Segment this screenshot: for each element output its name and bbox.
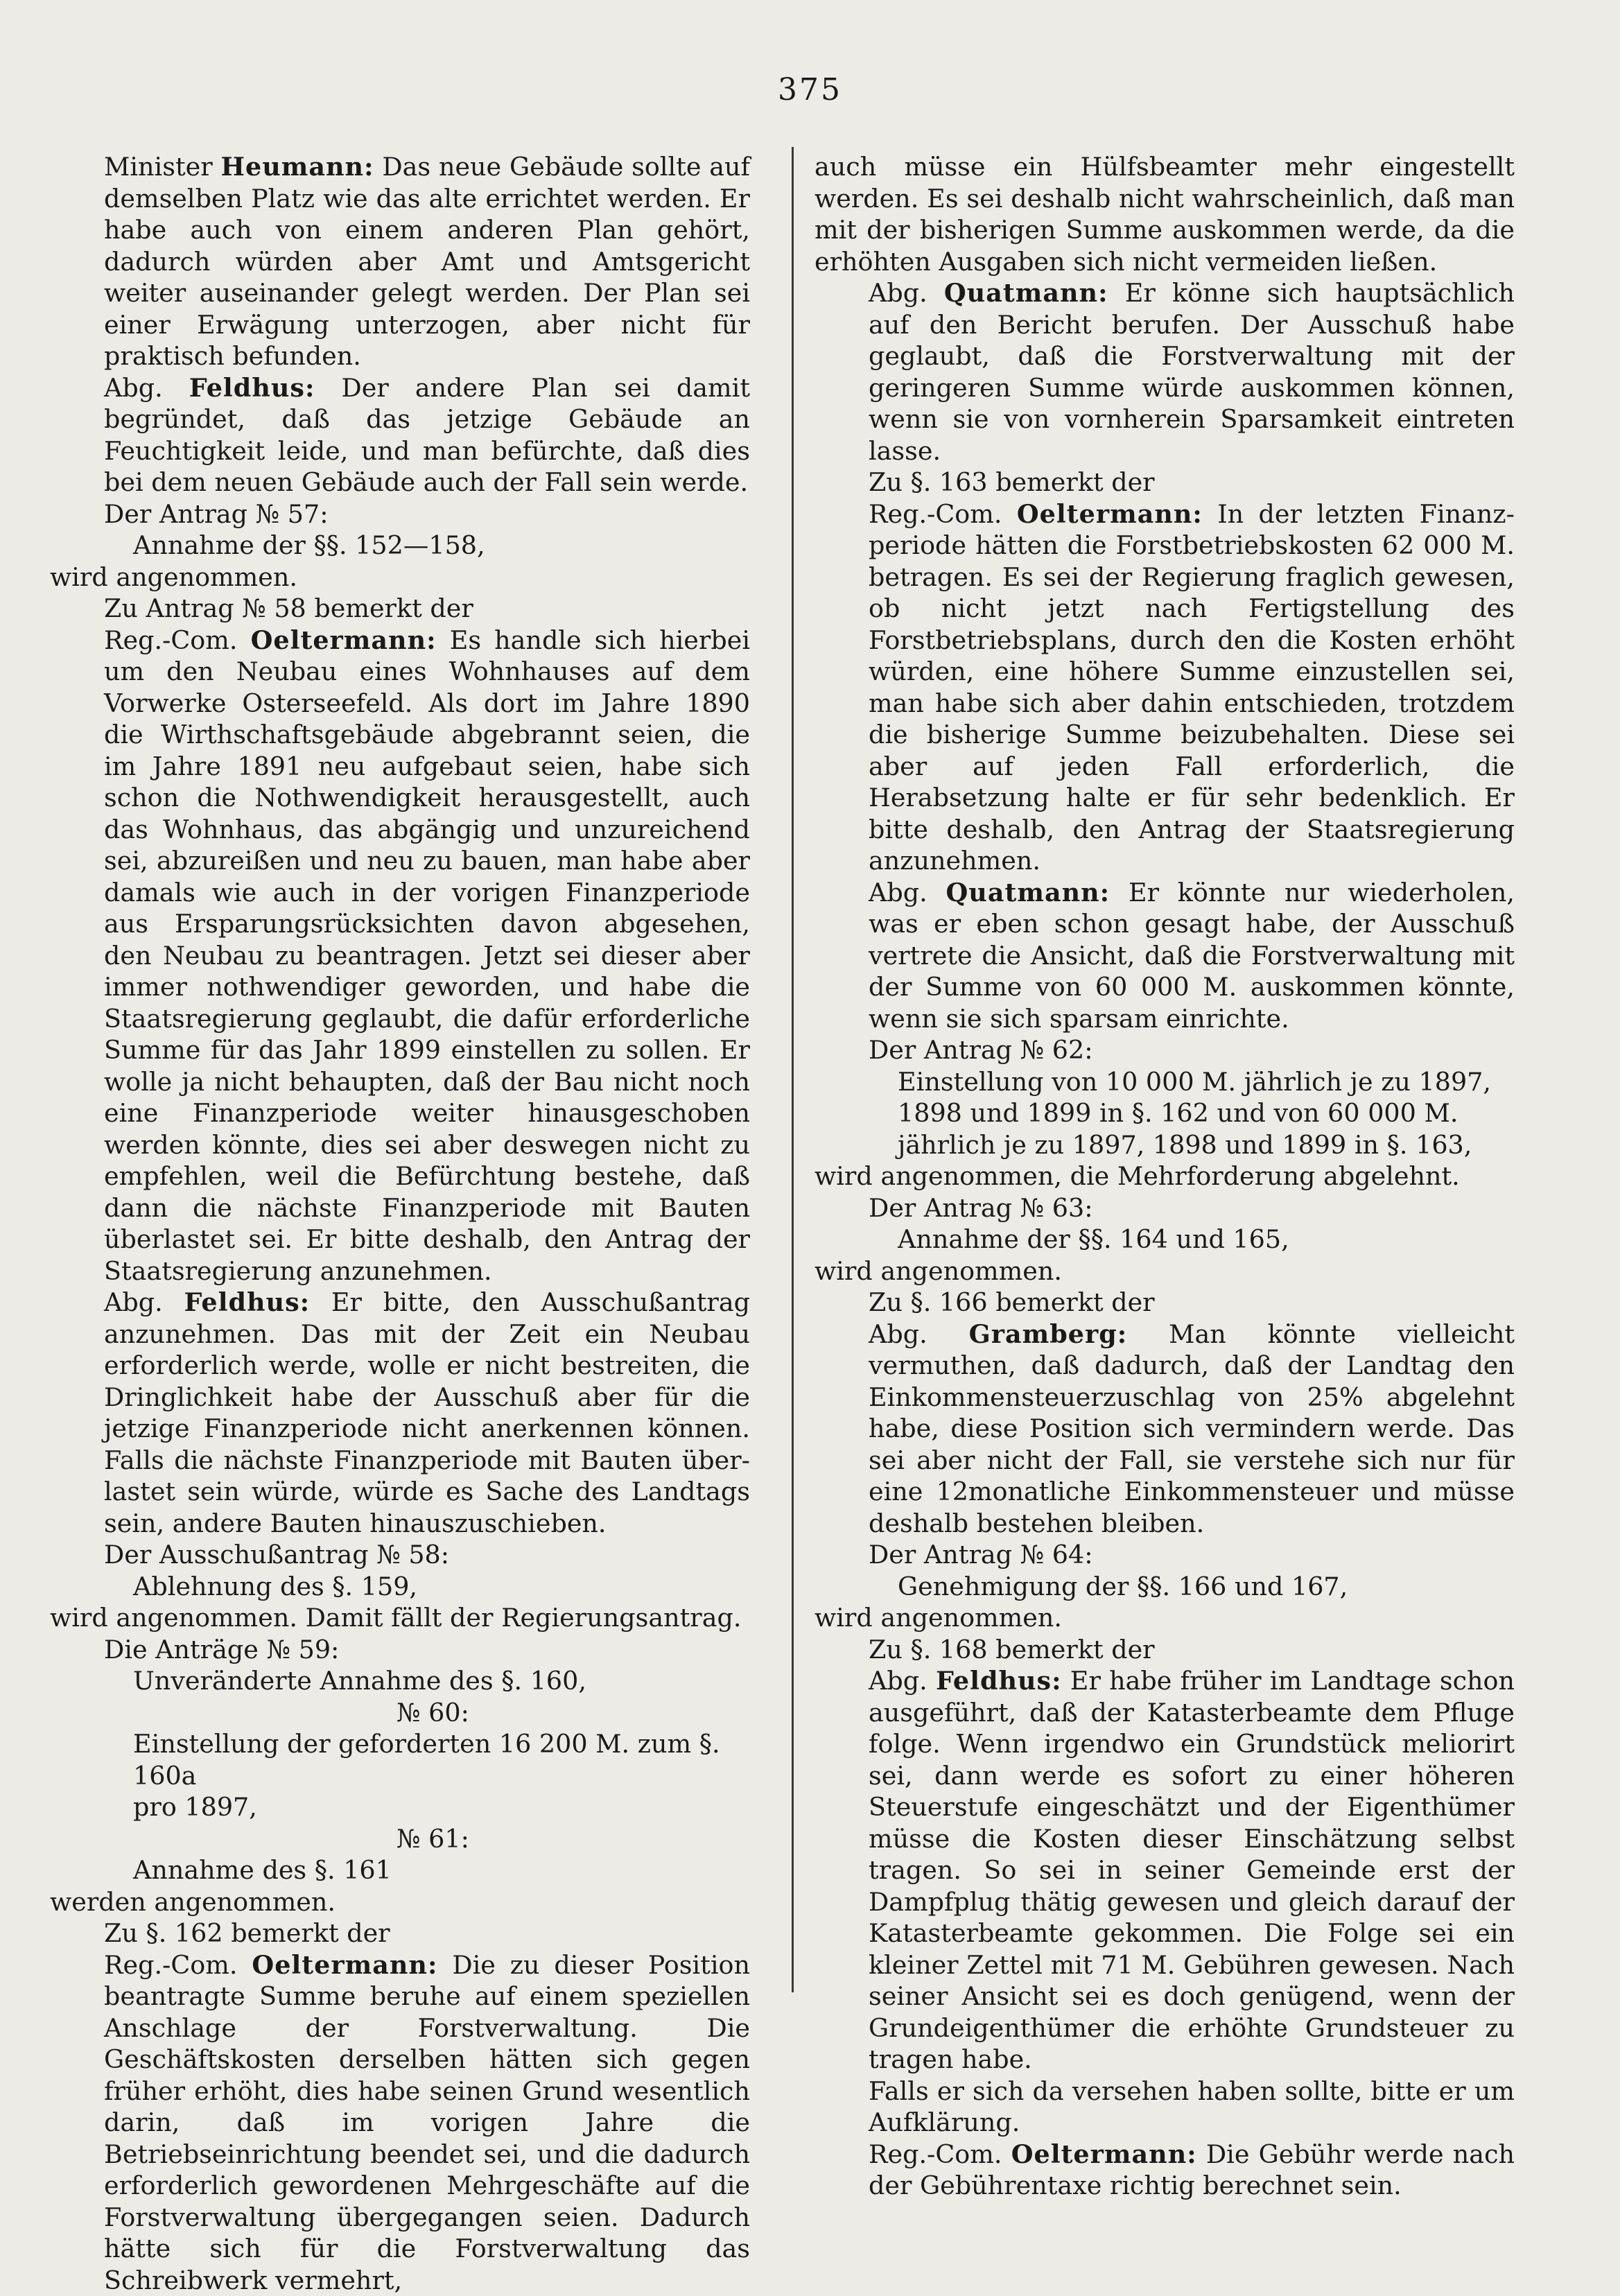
text-line: Zu §. 166 bemerkt der — [815, 1287, 1515, 1319]
text-line: wird angenommen. — [815, 1602, 1515, 1634]
speaker-name: Oeltermann: — [251, 625, 437, 655]
speaker-role: Reg.-Com. — [104, 1950, 238, 1980]
text-line: Der Antrag № 63: — [815, 1192, 1515, 1224]
speech-paragraph — [815, 498, 1515, 877]
text-line: Ablehnung des §. 159, — [50, 1571, 750, 1603]
text-line: werden angenommen. — [50, 1886, 750, 1918]
speech-text: Er bitte, den Ausschußantrag anzunehmen. Das mit der Zeit ein Neubau erforderlich werde, wolle er nicht bestreiten, die Dringlichkeit habe der Ausschuß aber für die jetzige Finanzperiode nicht anerkennen können. Falls die nächste Finanzperiode mit Bauten überlastet sein würde, würde es Sache des Landtags sein, andere Bauten hinauszuschieben. — [104, 1287, 750, 1538]
continued-paragraph: auch müsse ein Hülfsbeamter mehr eingestellt werden. Es sei deshalb nicht wahrscheinlich, daß man mit der bisherigen Summe auskommen werde, da die erhöhten Ausgaben sich nicht vermeiden ließen. — [815, 151, 1515, 277]
speaker-name: Feldhus: — [189, 373, 315, 403]
text-line: Einstellung von 10 000 M. jährlich je zu 1897, — [815, 1066, 1515, 1098]
speech-text: Die Gebühr werde nach der Gebührentaxe richtig berechnet sein. — [869, 2139, 1515, 2201]
speech-paragraph — [50, 372, 750, 498]
page-number: 375 — [0, 72, 1620, 107]
text-line: Genehmigung der §§. 166 und 167, — [815, 1571, 1515, 1603]
speech-paragraph — [815, 2139, 1515, 2202]
text-line: № 61: — [50, 1823, 750, 1855]
text-line: Der Antrag № 64: — [815, 1539, 1515, 1571]
speaker-name: Heumann: — [221, 152, 374, 182]
right-column — [815, 151, 1515, 2202]
text-line: № 60: — [50, 1697, 750, 1729]
text-line: pro 1897, — [50, 1791, 750, 1823]
speaker-name: Gramberg: — [969, 1319, 1128, 1349]
speech-paragraph — [50, 151, 750, 372]
text-line: wird angenommen. Damit fällt der Regierungsantrag. — [50, 1602, 750, 1634]
speaker-name: Quatmann: — [946, 878, 1110, 907]
text-line: Annahme der §§. 164 und 165, — [815, 1224, 1515, 1255]
text-line: Einstellung der geforderten 16 200 M. zum §. 160a — [50, 1728, 750, 1791]
left-column — [50, 151, 750, 2296]
speaker-role: Abg. — [869, 1666, 927, 1696]
column-divider — [792, 147, 794, 1992]
speaker-role: Reg.-Com. — [104, 625, 238, 655]
speaker-name: Oeltermann: — [252, 1950, 437, 1980]
speaker-role: Reg.-Com. — [869, 2139, 1002, 2169]
speaker-name: Feldhus: — [936, 1666, 1062, 1696]
speech-text: Der andere Plan sei damit begründet, daß das jetzige Gebäude an Feuchtigkeit leide, und man befürchte, daß dies bei dem neuen Gebäude auch der Fall sein werde. — [104, 373, 750, 498]
text-line: Zu §. 163 bemerkt der — [815, 467, 1515, 498]
speech-text: Es handle sich hierbei um den Neubau eines Wohnhauses auf dem Vorwerke Osterseefeld. Als dort im Jahre 1890 die Wirthschaftsgebäude abgebrannt seien, die im Jahre 1891 neu aufgebaut seien, habe sich schon die Nothwendigkeit herausgestellt, auch das Wohnhaus, das abgängig und unzureichend sei, abzureißen und neu zu bauen, man habe aber damals wie auch in der vorigen Finanzperiode aus Ersparungsrücksichten davon abgesehen, den Neubau zu beantragen. Jetzt sei dieser aber immer nothwendiger geworden, und habe die Staatsregierung geglaubt, die dafür erforderliche Summe für das Jahr 1899 einstellen zu sollen. Er wolle ja nicht behaupten, daß der Bau nicht noch eine Finanzperiode weiter hinausgeschoben werden könnte, dies sei aber deswegen nicht zu empfehlen, weil die Befürchtung bestehe, daß dann die nächste Finanzperiode mit Bauten überlastet sei. Er bitte deshalb, den Antrag der Staatsregierung anzunehmen. — [104, 625, 750, 1286]
text-line: Zu §. 168 bemerkt der — [815, 1634, 1515, 1666]
speech-paragraph — [50, 1287, 750, 1539]
text-line: Die Anträge № 59: — [50, 1634, 750, 1666]
speaker-name: Quatmann: — [944, 278, 1108, 308]
text-line: wird angenommen. — [815, 1255, 1515, 1287]
speech-text: Man könnte vielleicht vermuthen, daß dadurch, daß der Landtag den Einkommensteuerzuschlag von 25% abgelehnt habe, diese Position sich vermindern werde. Das sei aber nicht der Fall, sie verstehe sich nur für eine 12monatliche Einkommensteuer und müsse deshalb bestehen bleiben. — [869, 1319, 1515, 1538]
text-line: wird angenommen. — [50, 562, 750, 593]
text-line: Annahme der §§. 152—158, — [50, 530, 750, 562]
speech-text: Das neue Gebäude sollte auf demselben Platz wie das alte errichtet werden. Er habe auch von einem anderen Plan gehört, dadurch würden aber Amt und Amtsgericht weiter auseinander gelegt werden. Der Plan sei einer Erwägung unterzogen, aber nicht für praktisch befunden. — [104, 152, 750, 371]
text-paragraph: Falls er sich da versehen haben sollte, bitte er um Aufklärung. — [815, 2076, 1515, 2139]
speaker-role: Abg. — [869, 278, 927, 308]
speech-text: Die zu dieser Position beantragte Summe beruhe auf einem speziellen Anschlage der Forstverwaltung. Die Geschäftskosten derselben hätten sich gegen früher erhöht, dies habe seinen Grund wesentlich darin, daß im vorigen Jahre die Betriebseinrichtung beendet sei, und die dadurch erforderlich gewordenen Mehrgeschäfte auf die Forstverwaltung übergegangen seien. Dadurch hätte sich für die Forstverwaltung das Schreibwerk vermehrt, — [104, 1950, 750, 2295]
text-line: Unveränderte Annahme des §. 160, — [50, 1665, 750, 1697]
text-line: Zu Antrag № 58 bemerkt der — [50, 593, 750, 625]
speech-paragraph — [815, 277, 1515, 467]
speech-text: Er habe früher im Landtage schon ausgeführt, daß der Katasterbeamte dem Pfluge folge. Wenn irgendwo ein Grundstück meliorirt sei, dann werde es sofort zu einer höheren Steuerstufe eingeschätzt und der Eigenthümer müsse die Kosten dieser Einschätzung selbst tragen. So sei in seiner Gemeinde erst der Dampfplug thätig gewesen und gleich darauf der Katasterbeamte gekommen. Die Folge sei ein kleiner Zettel mit 71 M. Gebühren gewesen. Nach seiner Ansicht sei es doch genügend, wenn der Grundeigenthümer die erhöhte Grundsteuer zu tragen habe. — [869, 1666, 1515, 2074]
speech-paragraph — [815, 877, 1515, 1035]
speech-paragraph — [815, 1665, 1515, 2076]
speech-paragraph — [50, 1949, 750, 2296]
speaker-role: Abg. — [104, 373, 163, 403]
speaker-role: Abg. — [869, 1319, 927, 1349]
speaker-name: Oeltermann: — [1011, 2139, 1197, 2169]
text-line: Der Ausschußantrag № 58: — [50, 1539, 750, 1571]
text-line: Zu §. 162 bemerkt der — [50, 1917, 750, 1949]
speech-text: Er könnte nur wiederholen, was er eben schon gesagt habe, der Ausschuß vertrete die Ansicht, daß die Forstverwaltung mit der Summe von 60 000 M. auskommen könnte, wenn sie sich sparsam einrichte. — [869, 878, 1515, 1034]
text-line: Der Antrag № 57: — [50, 498, 750, 530]
speaker-role: Reg.-Com. — [869, 499, 1002, 529]
speech-paragraph — [815, 1319, 1515, 1540]
speaker-role: Abg. — [104, 1287, 163, 1317]
speech-text: Er könne sich hauptsächlich auf den Bericht berufen. Der Ausschuß habe geglaubt, daß die Forstverwaltung mit der geringeren Summe würde auskommen können, wenn sie von vornherein Sparsamkeit eintreten lasse. — [869, 278, 1515, 466]
text-line: wird angenommen, die Mehrforderung abgelehnt. — [815, 1160, 1515, 1192]
speaker-name: Oeltermann: — [1017, 499, 1203, 529]
speech-text: In der letzten Finanzperiode hätten die Forstbetriebskosten 62 000 M. betragen. Es sei der Regierung fraglich gewesen, ob nicht jetzt nach Fertigstellung des Forstbetriebsplans, durch den die Kosten erhöht würden, eine höhere Summe einzustellen sei, man habe sich aber dahin entschieden, trotzdem die bisherige Summe beizubehalten. Diese sei aber auf jeden Fall erforderlich, die Herabsetzung halte er für sehr bedenklich. Er bitte deshalb, den Antrag der Staatsregierung anzunehmen. — [869, 499, 1515, 876]
text-line: Der Antrag № 62: — [815, 1034, 1515, 1066]
text-line: Annahme des §. 161 — [50, 1854, 750, 1886]
speaker-name: Feldhus: — [184, 1287, 310, 1317]
text-line: jährlich je zu 1897, 1898 und 1899 in §. 163, — [815, 1129, 1515, 1161]
speaker-role: Minister — [104, 152, 213, 182]
speech-paragraph — [50, 625, 750, 1287]
text-line: 1898 und 1899 in §. 162 und von 60 000 M. — [815, 1097, 1515, 1129]
speaker-role: Abg. — [869, 878, 927, 907]
